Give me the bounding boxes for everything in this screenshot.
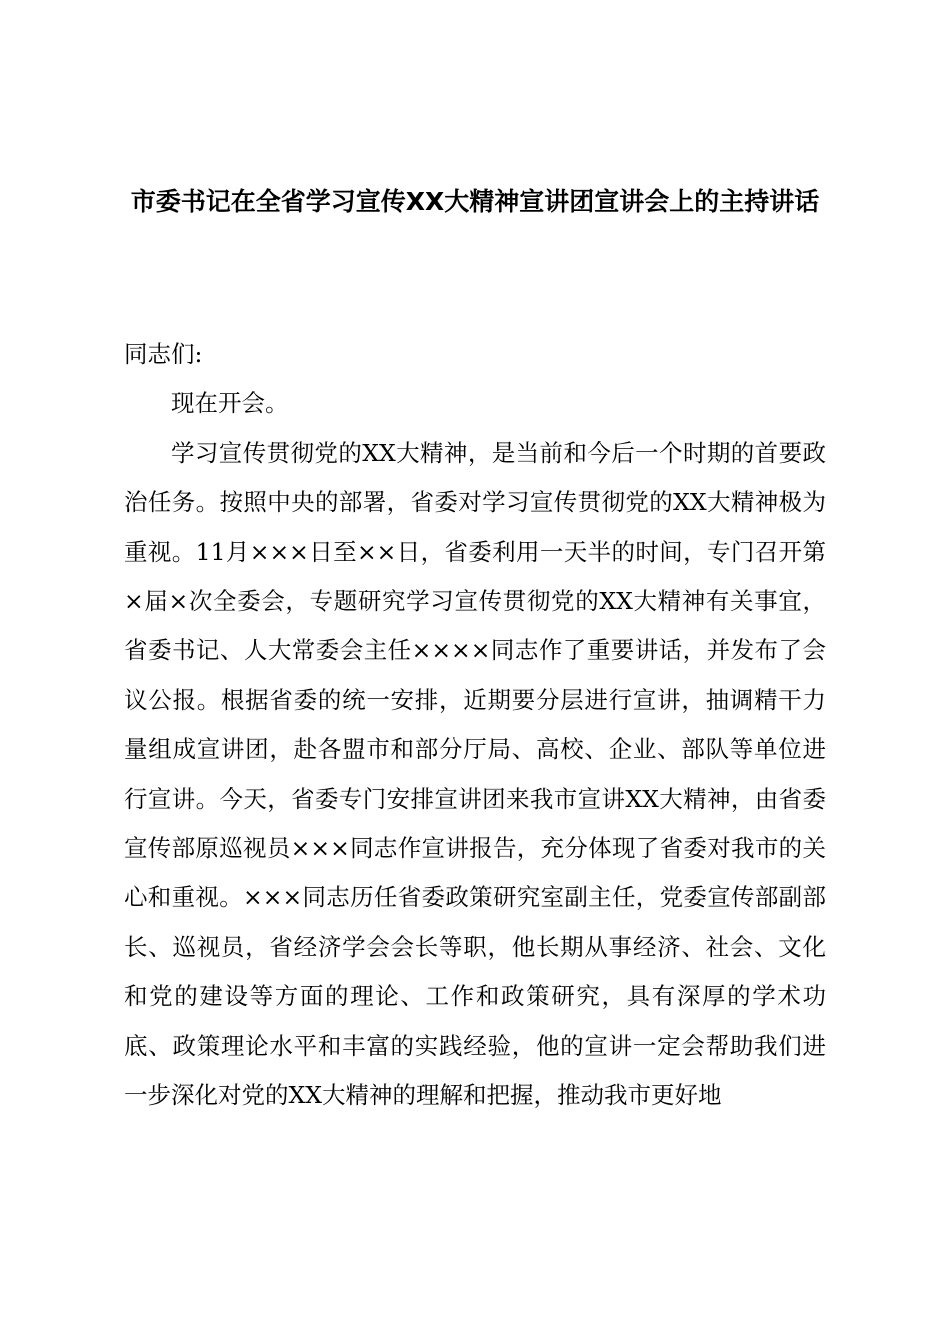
paragraph-main: 学习宣传贯彻党的XX大精神，是当前和今后一个时期的首要政治任务。按照中央的部署，省委对学习宣传贯彻党的XX大精神极为重视。11月×××日至××日，省委利用一天半的时间，专门召开第×届×次全委会，专题研究学习宣传贯彻党的XX大精神有关事宜，省委书记、人大常委会主任××××同志作了重要讲话，并发布了会议公报。根据省委的统一安排，近期要分层进行宣讲，抽调精干力量组成宣讲团，赴各盟市和部分厅局、高校、企业、部队等单位进行宣讲。今天，省委专门安排宣讲团来我市宣讲XX大精神，由省委宣传部原巡视员×××同志作宣讲报告，充分体现了省委对我市的关心和重视。×××同志历任省委政策研究室副主任，党委宣传部副部长、巡视员，省经济学会会长等职，他长期从事经济、社会、文化和党的建设等方面的理论、工作和政策研究，具有深厚的学术功底、政策理论水平和丰富的实践经验，他的宣讲一定会帮助我们进一步深化对党的XX大精神的理解和把握，推动我市更好地	[124, 438, 826, 1110]
document-title: 市委书记在全省学习宣传XX大精神宣讲团宣讲会上的主持讲话	[130, 187, 820, 216]
document-body	[124, 330, 826, 1121]
salutation: 同志们:	[124, 340, 203, 368]
paragraph-opening: 现在开会。	[171, 389, 289, 418]
